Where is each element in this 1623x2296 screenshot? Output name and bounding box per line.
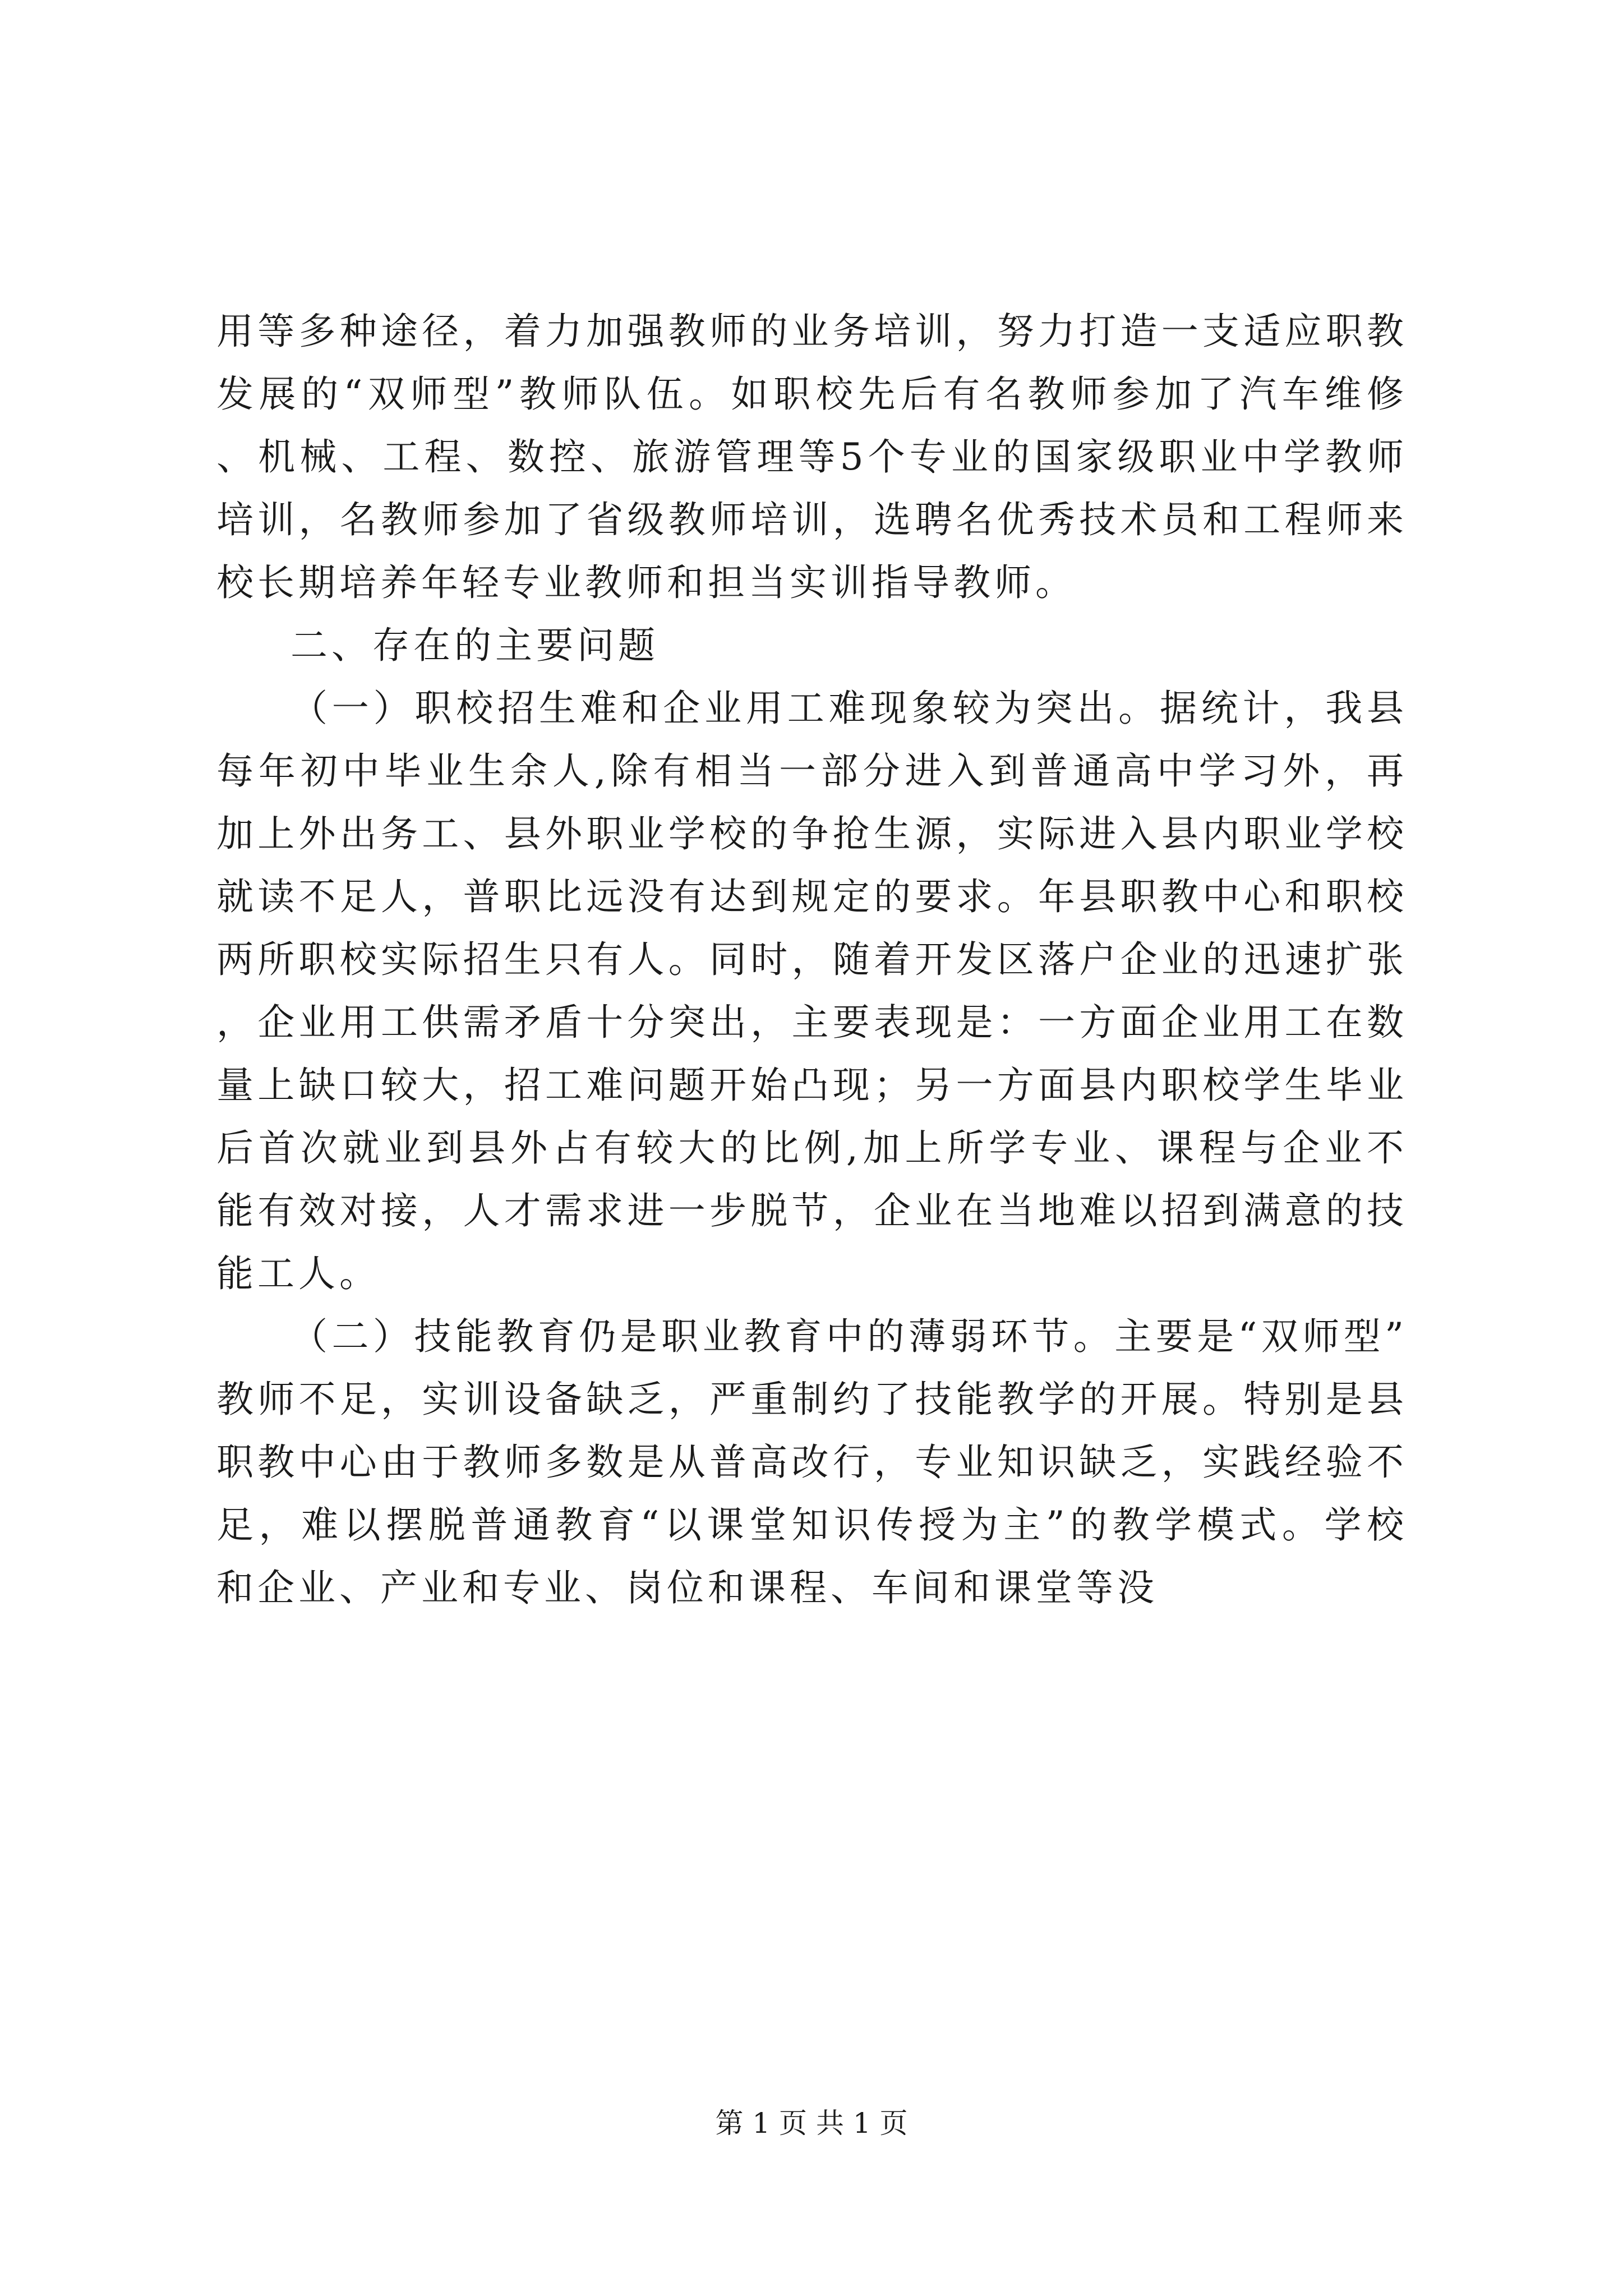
paragraph-continuation: 用等多种途径，着力加强教师的业务培训，努力打造一支适应职教发展的“双师型”教师队伍。如职校先后有名教师参加了汽车维修、机械、工程、数控、旅游管理等5个专业的国家级职业中学教师培训，名教师参加了省级教师培训，选聘名优秀技术员和工程师来校长期培养年轻专业教师和担当实训指导教师。 [216,310,1408,604]
paragraph-item-2: （二）技能教育仍是职业教育中的薄弱环节。主要是“双师型”教师不足，实训设备缺乏，严重制约了技能教学的开展。特别是县职教中心由于教师多数是从普高改行，专业知识缺乏，实践经验不足，难以摆脱普通教育“以课堂知识传授为主”的教学模式。学校和企业、产业和专业、岗位和课程、车间和课堂等没 [216,1315,1408,1609]
paragraph-item-1: （一）职校招生难和企业用工难现象较为突出。据统计，我县每年初中毕业生余人,除有相当一部分进入到普通高中学习外，再加上外出务工、县外职业学校的争抢生源，实际进入县内职业学校就读不足人，普职比远没有达到规定的要求。年县职教中心和职校两所职校实际招生只有人。同时，随着开发区落户企业的迅速扩张，企业用工供需矛盾十分突出，主要表现是：一方面企业用工在数量上缺口较大，招工难问题开始凸现；另一方面县内职校学生毕业后首次就业到县外占有较大的比例,加上所学专业、课程与企业不能有效对接，人才需求进一步脱节，企业在当地难以招到满意的技能工人。 [216,687,1408,1295]
document-body [216,300,1408,1619]
page-number-footer: 第 1 页 共 1 页 [715,2107,908,2139]
section-heading: 二、存在的主要问题 [291,624,659,667]
